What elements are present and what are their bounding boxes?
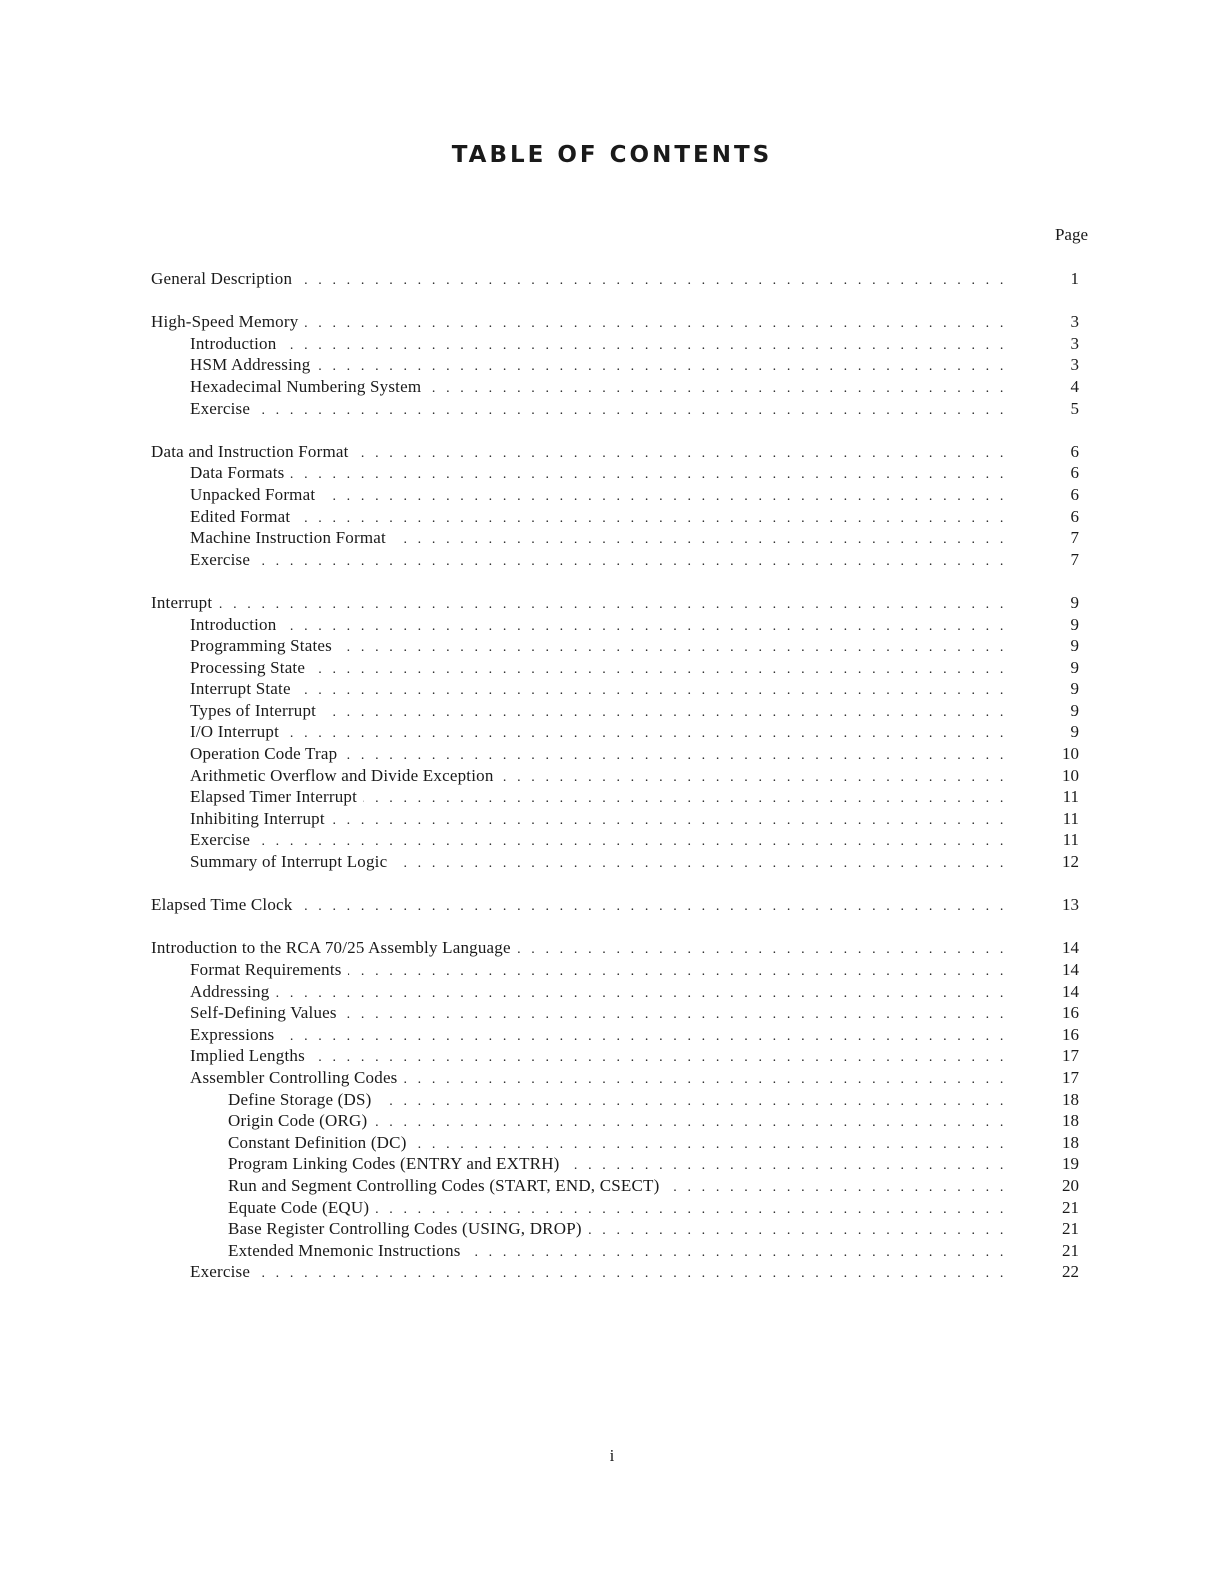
toc-entry-page: 18 <box>1062 1089 1079 1109</box>
dot-leader <box>373 1112 1007 1134</box>
toc-entry-page: 9 <box>1070 657 1079 677</box>
dot-leader <box>256 1263 1007 1285</box>
toc-entry-page: 18 <box>1062 1111 1079 1131</box>
toc-entry-title: Assembler Controlling Codes <box>190 1067 398 1087</box>
toc-entry <box>151 981 1091 1003</box>
toc-entry <box>151 743 1091 765</box>
toc-entry-title: Program Linking Codes (ENTRY and EXTRH) <box>228 1154 560 1174</box>
dot-leader <box>321 486 1007 508</box>
dot-leader <box>517 939 1007 961</box>
toc-entry-page: 12 <box>1062 852 1079 872</box>
toc-entry-title: HSM Addressing <box>190 355 311 375</box>
toc-entry <box>151 1024 1091 1046</box>
dot-leader <box>275 983 1007 1005</box>
toc-entry <box>151 1002 1091 1024</box>
dot-leader <box>299 896 1008 918</box>
toc-entry-page: 22 <box>1062 1262 1079 1282</box>
dot-leader <box>355 443 1007 465</box>
toc-entry <box>151 721 1091 743</box>
toc-entry-title: Origin Code (ORG) <box>228 1111 368 1131</box>
toc-entry <box>151 894 1091 916</box>
toc-entry-page: 17 <box>1062 1046 1079 1066</box>
toc-entry-title: General Description <box>151 269 293 288</box>
toc-entry <box>151 1132 1091 1154</box>
toc-entry-title: Exercise <box>190 830 251 850</box>
page-column-heading: Page <box>1054 225 1088 244</box>
toc-entry <box>151 527 1091 549</box>
toc-entry <box>151 484 1091 506</box>
toc-entry-title: Edited Format <box>190 506 291 526</box>
page-title: TABLE OF CONTENTS <box>451 142 773 168</box>
toc-entry-page: 10 <box>1062 744 1079 764</box>
toc-entry-page: 13 <box>1062 895 1079 915</box>
toc-entry-title: High-Speed Memory <box>151 312 299 332</box>
toc-entry <box>151 829 1091 851</box>
dot-leader <box>296 508 1007 530</box>
toc-entry-title: Machine Instruction Format <box>190 528 386 548</box>
toc-entry <box>151 1218 1091 1240</box>
toc-entry-page: 4 <box>1070 376 1079 396</box>
dot-leader <box>311 1047 1007 1069</box>
dot-leader <box>375 1199 1007 1221</box>
toc-entry <box>151 959 1091 981</box>
dot-leader <box>331 810 1007 832</box>
toc-entry-title: Exercise <box>190 398 251 418</box>
toc-entry <box>151 851 1091 873</box>
dot-leader <box>588 1220 1007 1242</box>
toc-entry-title: Summary of Interrupt Logic <box>190 852 388 872</box>
toc-entry-title: Types of Interrupt <box>190 700 317 720</box>
toc-entry-title: Introduction to the RCA 70/25 Assembly Language <box>151 938 511 958</box>
dot-leader <box>404 1069 1008 1091</box>
toc-entry-title: Unpacked Format <box>190 484 316 504</box>
toc-entry-page: 9 <box>1070 679 1079 699</box>
toc-entry-title: Equate Code (EQU) <box>228 1197 370 1217</box>
dot-leader <box>322 702 1007 724</box>
toc-entry-page: 6 <box>1070 506 1079 526</box>
toc-entry <box>151 786 1091 808</box>
dot-leader <box>316 356 1007 378</box>
toc-entry-page: 21 <box>1062 1219 1079 1239</box>
toc-entry <box>151 1089 1091 1111</box>
dot-leader <box>280 1026 1007 1048</box>
toc-entry <box>151 268 1091 290</box>
dot-leader <box>467 1242 1007 1264</box>
toc-entry-page: 6 <box>1070 463 1079 483</box>
toc-entry <box>151 592 1091 614</box>
toc-entry-page: 9 <box>1070 592 1079 612</box>
toc-entry-title: Data Formats <box>190 463 285 483</box>
toc-entry-title: Interrupt <box>151 592 213 612</box>
dot-leader <box>338 637 1007 659</box>
toc-entry-page: 6 <box>1070 441 1079 461</box>
toc-entry <box>151 700 1091 722</box>
toc-entry-title: Run and Segment Controlling Codes (START, END, CSECT) <box>228 1175 660 1195</box>
toc-entry <box>151 1175 1091 1197</box>
dot-leader <box>311 659 1007 681</box>
toc-entry-title: Introduction <box>190 333 277 353</box>
toc-entry <box>151 678 1091 700</box>
toc-entry-title: Elapsed Time Clock <box>151 895 293 915</box>
toc-entry <box>151 462 1091 484</box>
dot-leader <box>290 464 1007 486</box>
toc-entry-page: 11 <box>1062 808 1079 828</box>
toc-entry-title: Programming States <box>190 636 332 656</box>
dot-leader <box>393 853 1007 875</box>
dot-leader <box>218 594 1007 616</box>
toc-entry-title: Interrupt State <box>190 679 291 699</box>
toc-entry-page: 9 <box>1070 700 1079 720</box>
toc-entry-title: Self-Defining Values <box>190 1003 337 1023</box>
toc-entry-title: Exercise <box>190 549 251 569</box>
toc-entry <box>151 549 1091 571</box>
toc-entry-title: Elapsed Timer Interrupt <box>190 787 358 807</box>
dot-leader <box>256 831 1007 853</box>
toc-entry-title: Constant Definition (DC) <box>228 1132 407 1152</box>
toc-entry-title: Inhibiting Interrupt <box>190 808 325 828</box>
dot-leader <box>427 378 1007 400</box>
toc-entry-page: 19 <box>1062 1154 1079 1174</box>
toc-entry-page: 10 <box>1062 765 1079 785</box>
table-of-contents <box>151 268 1091 1283</box>
toc-entry-page: 5 <box>1070 398 1079 418</box>
toc-entry <box>151 398 1091 420</box>
toc-entry <box>151 1045 1091 1067</box>
dot-leader <box>378 1091 1007 1113</box>
dot-leader <box>297 680 1007 702</box>
dot-leader <box>256 551 1007 573</box>
toc-entry-title: Introduction <box>190 614 277 634</box>
toc-entry <box>151 311 1091 333</box>
toc-entry <box>151 333 1091 355</box>
toc-entry-page: 14 <box>1062 960 1079 979</box>
toc-entry-page: 14 <box>1062 981 1079 1001</box>
dot-leader <box>282 335 1007 357</box>
toc-entry-title: Data and Instruction Format <box>151 441 349 461</box>
toc-entry <box>151 614 1091 636</box>
toc-entry <box>151 808 1091 830</box>
toc-entry-title: Define Storage (DS) <box>228 1089 372 1109</box>
toc-entry <box>151 506 1091 528</box>
toc-entry-title: Expressions <box>190 1024 275 1044</box>
toc-entry-page: 7 <box>1070 528 1079 548</box>
dot-leader <box>566 1155 1007 1177</box>
toc-entry-page: 3 <box>1070 312 1079 332</box>
dot-leader <box>348 961 1007 983</box>
toc-entry <box>151 937 1091 959</box>
toc-entry <box>151 635 1091 657</box>
toc-entry-page: 9 <box>1070 636 1079 656</box>
toc-entry-page: 18 <box>1062 1132 1079 1152</box>
toc-entry-page: 21 <box>1062 1240 1079 1260</box>
toc-entry <box>151 1197 1091 1219</box>
toc-entry <box>151 1110 1091 1132</box>
page-number: i <box>609 1446 615 1465</box>
toc-entry-title: Exercise <box>190 1262 251 1282</box>
toc-entry-title: Implied Lengths <box>190 1046 305 1066</box>
toc-entry-page: 9 <box>1070 614 1079 634</box>
dot-leader <box>343 745 1007 767</box>
toc-entry <box>151 765 1091 787</box>
dot-leader <box>304 313 1007 335</box>
toc-entry-title: Processing State <box>190 657 306 677</box>
toc-entry <box>151 1067 1091 1089</box>
toc-entry-title: Addressing <box>190 981 270 1001</box>
toc-entry <box>151 354 1091 376</box>
dot-leader <box>413 1134 1007 1156</box>
toc-entry-title: Base Register Controlling Codes (USING, DROP) <box>228 1219 582 1239</box>
dot-leader <box>392 529 1007 551</box>
toc-entry-page: 7 <box>1070 549 1079 569</box>
toc-entry-page: 6 <box>1070 484 1079 504</box>
toc-entry-title: Extended Mnemonic Instructions <box>228 1240 461 1260</box>
toc-entry-title: Arithmetic Overflow and Divide Exception <box>190 765 494 785</box>
dot-leader <box>256 400 1007 422</box>
dot-leader <box>298 270 1007 292</box>
toc-entry-page: 11 <box>1062 787 1079 807</box>
toc-entry-page: 1 <box>1070 269 1079 288</box>
toc-entry <box>151 1153 1091 1175</box>
toc-entry <box>151 441 1091 463</box>
dot-leader <box>665 1177 1007 1199</box>
toc-entry-page: 17 <box>1062 1067 1079 1087</box>
dot-leader <box>500 767 1007 789</box>
dot-leader <box>363 788 1007 810</box>
dot-leader <box>343 1004 1007 1026</box>
toc-entry-title: Format Requirements <box>190 960 342 979</box>
toc-entry-page: 3 <box>1070 333 1079 353</box>
toc-entry-page: 9 <box>1070 722 1079 742</box>
toc-entry-page: 21 <box>1062 1197 1079 1217</box>
toc-entry-page: 14 <box>1062 938 1079 958</box>
toc-entry-page: 3 <box>1070 355 1079 375</box>
toc-entry <box>151 376 1091 398</box>
dot-leader <box>285 723 1007 745</box>
toc-entry-title: I/O Interrupt <box>190 722 279 742</box>
toc-entry-title: Operation Code Trap <box>190 744 338 764</box>
toc-entry-title: Hexadecimal Numbering System <box>190 376 422 396</box>
toc-entry-page: 20 <box>1062 1175 1079 1195</box>
toc-entry <box>151 1261 1091 1283</box>
dot-leader <box>282 616 1007 638</box>
toc-entry <box>151 657 1091 679</box>
toc-entry-page: 16 <box>1062 1024 1079 1044</box>
toc-entry-page: 11 <box>1062 830 1079 850</box>
toc-entry-page: 16 <box>1062 1003 1079 1023</box>
toc-entry <box>151 1240 1091 1262</box>
